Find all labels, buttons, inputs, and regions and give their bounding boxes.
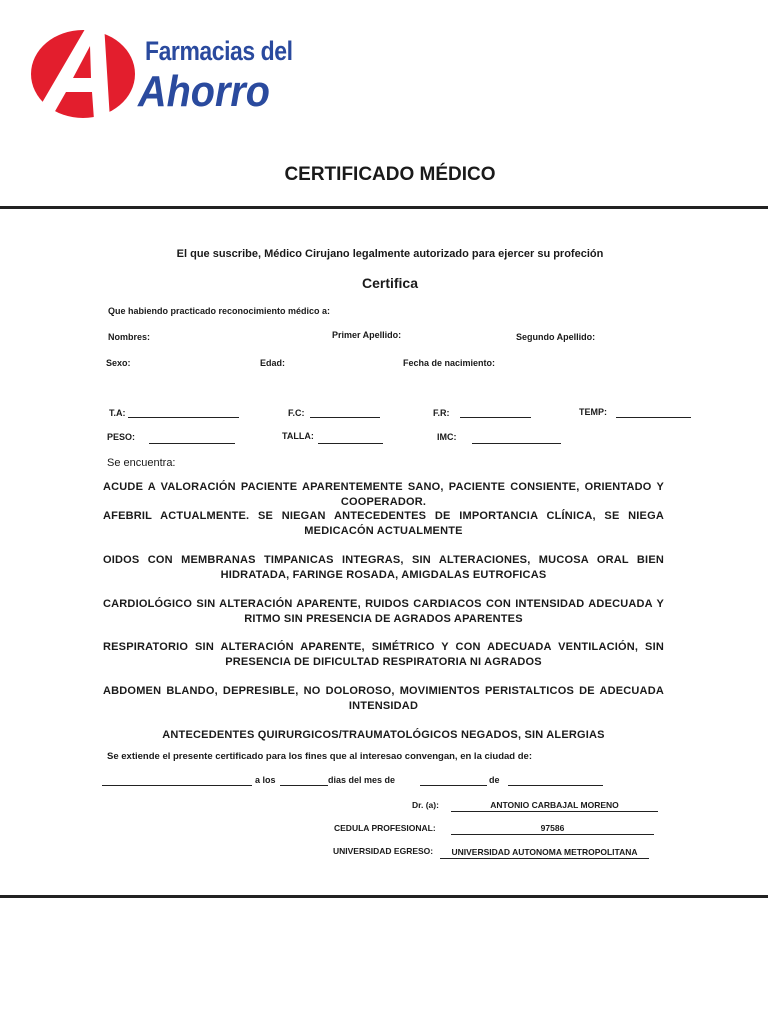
universidad-field: UNIVERSIDAD AUTONOMA METROPOLITANA <box>440 847 649 859</box>
page-title: CERTIFICADO MÉDICO <box>284 164 496 185</box>
edad-label: Edad: <box>260 358 286 368</box>
fecha-nacimiento-label: Fecha de nacimiento: <box>403 358 496 368</box>
mes-field[interactable] <box>420 785 487 786</box>
fr-label: F.R: <box>433 408 450 418</box>
finding-paragraph: ACUDE A VALORACIÓN PACIENTE APARENTEMENTE SANO, PACIENTE CONSIENTE, ORIENTADO Y COOPERADOR. <box>103 481 664 508</box>
doctor-label: Dr. (a): <box>412 800 439 810</box>
dias-field[interactable] <box>280 785 328 786</box>
peso-field[interactable] <box>149 443 235 444</box>
de-text: de <box>489 775 500 785</box>
fc-label: F.C: <box>288 408 305 418</box>
practicado-text: Que habiendo practicado reconocimiento médico a: <box>108 306 331 316</box>
intro-text: El que suscribe, Médico Cirujano legalmente autorizado para ejercer su profeción <box>176 248 604 260</box>
talla-label: TALLA: <box>282 431 314 441</box>
logo-a-icon <box>28 22 138 122</box>
se-encuentra-label: Se encuentra: <box>107 457 176 469</box>
bottom-divider <box>0 895 768 898</box>
ta-label: T.A: <box>109 408 126 418</box>
doctor-name-field: ANTONIO CARBAJAL MORENO <box>451 800 658 812</box>
peso-label: PESO: <box>107 432 136 442</box>
certifica-heading: Certifica <box>361 275 419 291</box>
temp-field[interactable] <box>616 417 691 418</box>
talla-field[interactable] <box>318 443 383 444</box>
finding-paragraph: ANTECEDENTES QUIRURGICOS/TRAUMATOLÓGICOS NEGADOS, SIN ALERGIAS <box>162 729 605 741</box>
segundo-apellido-label: Segundo Apellido: <box>516 332 596 342</box>
top-divider <box>0 206 768 209</box>
fr-field[interactable] <box>460 417 531 418</box>
ta-field[interactable] <box>128 417 239 418</box>
ciudad-field[interactable] <box>102 785 252 786</box>
nombres-label: Nombres: <box>108 332 151 342</box>
finding-paragraph: CARDIOLÓGICO SIN ALTERACIÓN APARENTE, RUIDOS CARDIACOS CON INTENSIDAD ADECUADA Y RITMO SIN PRESENCIA DE AGRADOS APARENTES <box>103 598 664 625</box>
finding-paragraph: AFEBRIL ACTUALMENTE. SE NIEGAN ANTECEDENTES DE IMPORTANCIA CLÍNICA, SE NIEGA MEDICACÓN ACTUALMENTE <box>103 510 664 537</box>
extiende-text: Se extiende el presente certificado para los fines que al interesao convengan, en la ciudad de: <box>107 751 532 762</box>
temp-label: TEMP: <box>579 407 607 417</box>
logo-text-line1: Farmacias del <box>145 36 293 66</box>
imc-label: IMC: <box>437 432 457 442</box>
anio-field[interactable] <box>508 785 603 786</box>
cedula-field: 97586 <box>451 823 654 835</box>
sexo-label: Sexo: <box>106 358 131 368</box>
imc-field[interactable] <box>472 443 561 444</box>
cedula-label: CEDULA PROFESIONAL: <box>334 823 436 833</box>
dias-text: dias del mes de <box>328 775 396 785</box>
finding-paragraph: ABDOMEN BLANDO, DEPRESIBLE, NO DOLOROSO, MOVIMIENTOS PERISTALTICOS DE ADECUADA INTENSIDAD <box>103 685 664 712</box>
fc-field[interactable] <box>310 417 380 418</box>
universidad-label: UNIVERSIDAD EGRESO: <box>333 846 434 856</box>
primer-apellido-label: Primer Apellido: <box>332 330 402 340</box>
finding-paragraph: OIDOS CON MEMBRANAS TIMPANICAS INTEGRAS, SIN ALTERACIONES, MUCOSA ORAL BIEN HIDRATADA, FARINGE ROSADA, AMIGDALAS EUTROFICAS <box>103 554 664 581</box>
finding-paragraph: RESPIRATORIO SIN ALTERACIÓN APARENTE, SIMÉTRICO Y CON ADECUADA VENTILACIÓN, SIN PRESENCIA DE DIFICULTAD RESPIRATORIA NI AGRADOS <box>103 641 664 668</box>
logo-text-line2: Ahorro <box>138 67 270 116</box>
a-los-text: a los <box>255 775 276 785</box>
